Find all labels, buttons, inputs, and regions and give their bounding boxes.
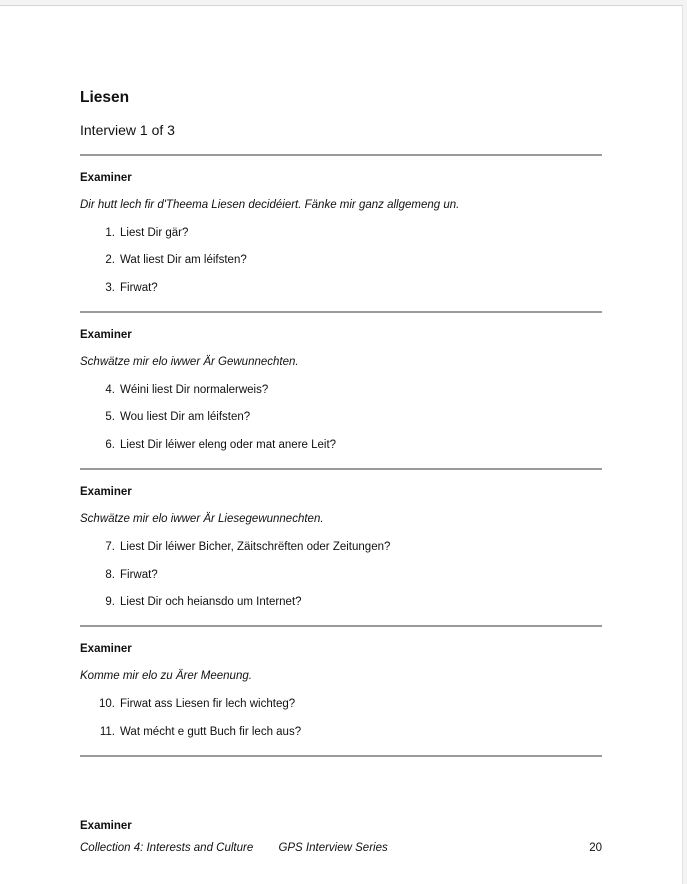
document-title: Liesen xyxy=(80,89,130,106)
question-text: Liest Dir och heiansdo um Internet? xyxy=(120,596,302,609)
question-list xyxy=(80,540,602,609)
question-item xyxy=(80,226,602,240)
page-content xyxy=(80,88,602,757)
section-prompt: Schwätze mir elo iwwer Är Liesegewunnechten. xyxy=(80,513,324,526)
section-prompt: Komme mir elo zu Ärer Meenung. xyxy=(80,670,252,683)
section-prompt: Schwätze mir elo iwwer Är Gewunnechten. xyxy=(80,356,299,369)
question-number: 8. xyxy=(105,568,115,581)
interview-section-2 xyxy=(80,313,602,452)
question-list xyxy=(80,697,602,739)
question-list xyxy=(80,383,602,452)
speaker-label: Examiner xyxy=(80,820,132,832)
question-number: 5. xyxy=(105,411,115,424)
question-text: Liest Dir léiwer Bicher, Zäitschrëften oder Zeitungen? xyxy=(120,540,391,553)
question-text: Firwat ass Liesen fir lech wichteg? xyxy=(120,697,296,710)
page-number: 20 xyxy=(589,842,602,854)
speaker-label: Examiner xyxy=(80,172,132,184)
question-item xyxy=(80,253,602,267)
interview-section-3 xyxy=(80,470,602,609)
question-text: Liest Dir léiwer eleng oder mat anere Leit? xyxy=(120,439,337,452)
question-text: Firwat? xyxy=(120,282,158,295)
question-item xyxy=(80,595,602,609)
question-number: 11. xyxy=(99,725,115,738)
question-text: Wéini liest Dir normalerweis? xyxy=(120,383,269,396)
question-item xyxy=(80,725,602,739)
question-number: 10. xyxy=(99,697,115,710)
interview-section-4 xyxy=(80,627,602,738)
question-text: Wou liest Dir am léifsten? xyxy=(120,411,251,424)
footer-series: GPS Interview Series xyxy=(278,842,388,854)
question-number: 4. xyxy=(105,383,115,396)
document-page xyxy=(0,5,683,884)
question-text: Firwat? xyxy=(120,568,158,581)
question-number: 3. xyxy=(105,282,115,295)
question-text: Wat mécht e gutt Buch fir lech aus? xyxy=(120,725,302,738)
question-text: Liest Dir gär? xyxy=(120,226,189,239)
question-item xyxy=(80,281,602,295)
question-item xyxy=(80,410,602,424)
question-list xyxy=(80,226,602,295)
question-number: 7. xyxy=(105,540,115,553)
section-divider xyxy=(80,755,602,757)
question-item xyxy=(80,383,602,397)
question-item xyxy=(80,540,602,554)
question-text: Wat liest Dir am léifsten? xyxy=(120,254,247,267)
question-number: 9. xyxy=(105,596,115,609)
question-item xyxy=(80,568,602,582)
question-item xyxy=(80,438,602,452)
speaker-label: Examiner xyxy=(80,643,132,656)
document-subtitle: Interview 1 of 3 xyxy=(80,122,175,138)
question-number: 1. xyxy=(105,226,115,239)
section-prompt: Dir hutt lech fir d'Theema Liesen decidéiert. Fänke mir ganz allgemeng un. xyxy=(80,199,460,211)
speaker-label: Examiner xyxy=(80,329,132,342)
question-number: 6. xyxy=(105,439,115,452)
footer-collection: Collection 4: Interests and Culture xyxy=(80,842,254,854)
question-number: 2. xyxy=(105,254,115,267)
page-footer xyxy=(80,841,602,855)
interview-section-1 xyxy=(80,156,602,295)
question-item xyxy=(80,697,602,711)
speaker-label: Examiner xyxy=(80,486,132,499)
